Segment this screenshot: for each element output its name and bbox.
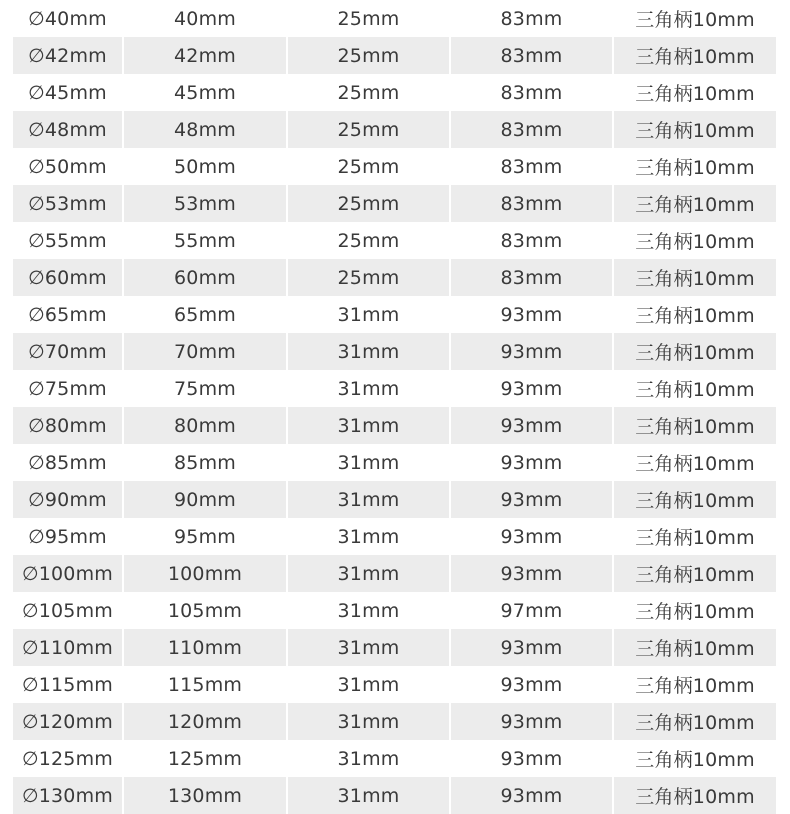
shank-cell: 三角柄10mm (613, 629, 776, 666)
shank-cell: 三角柄10mm (613, 37, 776, 74)
table-row (13, 259, 776, 296)
shank-cell: 三角柄10mm (613, 777, 776, 814)
length-cell: 83mm (450, 148, 613, 185)
table-row (13, 74, 776, 111)
diameter-cell: ∅115mm (13, 666, 123, 703)
spec-table (13, 0, 776, 814)
length-cell: 83mm (450, 37, 613, 74)
size-cell: 42mm (123, 37, 287, 74)
size-cell: 53mm (123, 185, 287, 222)
length-cell: 83mm (450, 74, 613, 111)
table-row (13, 555, 776, 592)
length-cell: 93mm (450, 333, 613, 370)
depth-cell: 25mm (287, 0, 450, 37)
length-cell: 93mm (450, 370, 613, 407)
depth-cell: 31mm (287, 518, 450, 555)
size-cell: 115mm (123, 666, 287, 703)
table-row (13, 296, 776, 333)
length-cell: 93mm (450, 555, 613, 592)
shank-cell: 三角柄10mm (613, 111, 776, 148)
length-cell: 93mm (450, 666, 613, 703)
table-row (13, 518, 776, 555)
length-cell: 97mm (450, 592, 613, 629)
diameter-cell: ∅55mm (13, 222, 123, 259)
shank-cell: 三角柄10mm (613, 333, 776, 370)
size-cell: 130mm (123, 777, 287, 814)
depth-cell: 31mm (287, 333, 450, 370)
table-row (13, 703, 776, 740)
depth-cell: 25mm (287, 259, 450, 296)
shank-cell: 三角柄10mm (613, 407, 776, 444)
depth-cell: 31mm (287, 407, 450, 444)
diameter-cell: ∅48mm (13, 111, 123, 148)
diameter-cell: ∅50mm (13, 148, 123, 185)
size-cell: 120mm (123, 703, 287, 740)
length-cell: 93mm (450, 481, 613, 518)
length-cell: 93mm (450, 518, 613, 555)
table-row (13, 629, 776, 666)
size-cell: 65mm (123, 296, 287, 333)
length-cell: 83mm (450, 259, 613, 296)
diameter-cell: ∅80mm (13, 407, 123, 444)
diameter-cell: ∅53mm (13, 185, 123, 222)
size-cell: 48mm (123, 111, 287, 148)
table-row (13, 407, 776, 444)
depth-cell: 25mm (287, 185, 450, 222)
shank-cell: 三角柄10mm (613, 518, 776, 555)
shank-cell: 三角柄10mm (613, 481, 776, 518)
shank-cell: 三角柄10mm (613, 555, 776, 592)
length-cell: 83mm (450, 222, 613, 259)
size-cell: 90mm (123, 481, 287, 518)
table-row (13, 0, 776, 37)
diameter-cell: ∅45mm (13, 74, 123, 111)
diameter-cell: ∅85mm (13, 444, 123, 481)
size-cell: 50mm (123, 148, 287, 185)
table-row (13, 37, 776, 74)
depth-cell: 25mm (287, 111, 450, 148)
depth-cell: 31mm (287, 555, 450, 592)
table-row (13, 185, 776, 222)
depth-cell: 31mm (287, 444, 450, 481)
size-cell: 80mm (123, 407, 287, 444)
length-cell: 93mm (450, 444, 613, 481)
size-cell: 95mm (123, 518, 287, 555)
table-row (13, 370, 776, 407)
table-row (13, 740, 776, 777)
depth-cell: 31mm (287, 481, 450, 518)
depth-cell: 31mm (287, 703, 450, 740)
size-cell: 85mm (123, 444, 287, 481)
table-row (13, 111, 776, 148)
table-row (13, 777, 776, 814)
shank-cell: 三角柄10mm (613, 259, 776, 296)
diameter-cell: ∅75mm (13, 370, 123, 407)
size-cell: 45mm (123, 74, 287, 111)
depth-cell: 25mm (287, 148, 450, 185)
depth-cell: 31mm (287, 629, 450, 666)
shank-cell: 三角柄10mm (613, 148, 776, 185)
length-cell: 83mm (450, 185, 613, 222)
depth-cell: 31mm (287, 296, 450, 333)
table-row (13, 148, 776, 185)
diameter-cell: ∅125mm (13, 740, 123, 777)
length-cell: 83mm (450, 111, 613, 148)
diameter-cell: ∅40mm (13, 0, 123, 37)
length-cell: 93mm (450, 703, 613, 740)
table-row (13, 481, 776, 518)
depth-cell: 31mm (287, 370, 450, 407)
table-row (13, 222, 776, 259)
shank-cell: 三角柄10mm (613, 296, 776, 333)
diameter-cell: ∅70mm (13, 333, 123, 370)
shank-cell: 三角柄10mm (613, 185, 776, 222)
table-row (13, 592, 776, 629)
diameter-cell: ∅120mm (13, 703, 123, 740)
depth-cell: 31mm (287, 777, 450, 814)
diameter-cell: ∅95mm (13, 518, 123, 555)
diameter-cell: ∅105mm (13, 592, 123, 629)
length-cell: 93mm (450, 777, 613, 814)
size-cell: 55mm (123, 222, 287, 259)
table-row (13, 666, 776, 703)
depth-cell: 31mm (287, 666, 450, 703)
diameter-cell: ∅65mm (13, 296, 123, 333)
length-cell: 83mm (450, 0, 613, 37)
length-cell: 93mm (450, 407, 613, 444)
size-cell: 60mm (123, 259, 287, 296)
size-cell: 105mm (123, 592, 287, 629)
length-cell: 93mm (450, 629, 613, 666)
shank-cell: 三角柄10mm (613, 0, 776, 37)
size-cell: 110mm (123, 629, 287, 666)
depth-cell: 31mm (287, 740, 450, 777)
depth-cell: 31mm (287, 592, 450, 629)
depth-cell: 25mm (287, 74, 450, 111)
shank-cell: 三角柄10mm (613, 222, 776, 259)
shank-cell: 三角柄10mm (613, 703, 776, 740)
shank-cell: 三角柄10mm (613, 370, 776, 407)
table-row (13, 444, 776, 481)
spec-table-body (13, 0, 776, 814)
depth-cell: 25mm (287, 222, 450, 259)
diameter-cell: ∅42mm (13, 37, 123, 74)
diameter-cell: ∅110mm (13, 629, 123, 666)
diameter-cell: ∅100mm (13, 555, 123, 592)
diameter-cell: ∅130mm (13, 777, 123, 814)
diameter-cell: ∅90mm (13, 481, 123, 518)
shank-cell: 三角柄10mm (613, 740, 776, 777)
shank-cell: 三角柄10mm (613, 74, 776, 111)
length-cell: 93mm (450, 740, 613, 777)
shank-cell: 三角柄10mm (613, 444, 776, 481)
table-row (13, 333, 776, 370)
size-cell: 40mm (123, 0, 287, 37)
size-cell: 75mm (123, 370, 287, 407)
size-cell: 125mm (123, 740, 287, 777)
depth-cell: 25mm (287, 37, 450, 74)
size-cell: 100mm (123, 555, 287, 592)
shank-cell: 三角柄10mm (613, 592, 776, 629)
size-cell: 70mm (123, 333, 287, 370)
length-cell: 93mm (450, 296, 613, 333)
diameter-cell: ∅60mm (13, 259, 123, 296)
shank-cell: 三角柄10mm (613, 666, 776, 703)
